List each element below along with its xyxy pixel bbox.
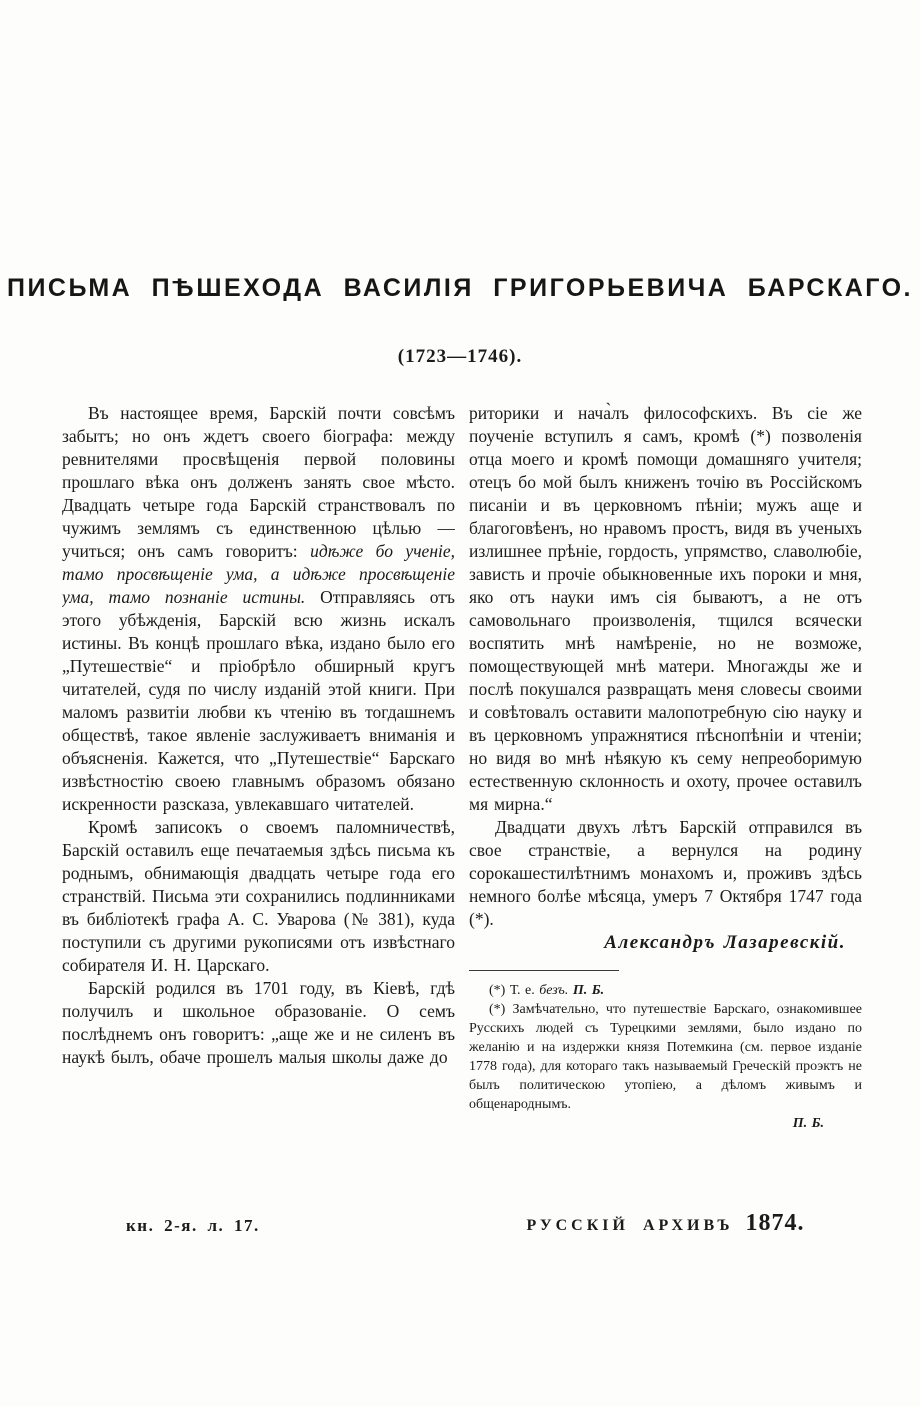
two-column-body: [62, 402, 862, 1204]
journal-name: РУССКІЙ АРХИВЪ: [526, 1217, 734, 1234]
footnote-1-editor-initials: П. Б.: [568, 983, 605, 998]
running-footer-journal: [469, 1210, 862, 1237]
footnote-1-italic-word: безъ.: [539, 983, 569, 998]
author-signature: Александръ Лазаревскій.: [604, 932, 846, 953]
article-subtitle-years: (1723—1746).: [397, 346, 523, 367]
footnotes-block: [469, 981, 862, 1133]
footnote-1-text: (*) Т. е.: [489, 983, 540, 998]
footnote-divider: [469, 970, 619, 971]
article-title: ПИСЬМА ПѢШЕХОДА ВАСИЛІЯ ГРИГОРЬЕВИЧА БАРСКАГО.: [6, 274, 913, 302]
footnote-2: (*) Замѣчательно, что путешествіе Барскаго, ознакомившее Русскихъ людей съ Турецкими землями, было издано по желанію и на издержки князя Потемкина (см. первое изданіе 1778 года), для котораго такъ называемый Греческій проэктъ не былъ политическою утопіею, а дѣломъ живымъ и общенароднымъ.: [469, 1002, 862, 1112]
footnote-2-editor-initials: П. Б.: [792, 1116, 824, 1131]
paragraph-death: Двадцати двухъ лѣтъ Барскій отправился въ свое странствіе, а вернулся на родину сорокашестилѣтнимъ монахомъ и, проживъ здѣсь немного болѣе мѣсяца, умеръ 7 Октября 1747 года (*).: [469, 817, 862, 929]
right-column: [469, 402, 862, 1204]
journal-year: 1874.: [745, 1210, 805, 1236]
paragraph-intro-quote-italic: идѣже бо ученіе, тамо просвѣщеніе ума, а идѣже просвѣщеніе ума, тамо познаніе истины.: [62, 541, 455, 607]
running-footer-book-leaf: кн. 2-я. л. 17.: [126, 1216, 260, 1235]
paragraph-intro-text-1: Въ настоящее время, Барскій почти совсѣмъ забытъ; но онъ ждетъ своего біографа: между ревнителями просвѣщенія первой половины прошлаго вѣка онъ долженъ занять свое мѣсто. Двадцать четыре года Барскій странствовалъ по чужимъ землямъ съ единственною цѣлью — учиться; онъ самъ говоритъ:: [62, 403, 455, 561]
paragraph-intro: [62, 402, 455, 816]
paragraph-biography: Барскій родился въ 1701 году, въ Кіевѣ, гдѣ получилъ и школьное образованіе. О семъ послѣднемъ онъ говоритъ: „аще же и не силенъ въ наукѣ былъ, обаче прошелъ малыя школы даже до: [62, 978, 455, 1067]
left-column: [62, 402, 455, 1204]
footnote-1: [469, 981, 862, 1000]
paragraph-letters: Кромѣ записокъ о своемъ паломничествѣ, Барскій оставилъ еще печатаемыя здѣсь письма къ роднымъ, обнимающія двадцать четыре года его странствій. Письма эти сохранились подлинниками въ библіотекѣ графа А. С. Уварова (№ 381), куда поступили съ другими рукописями отъ извѣстнаго собирателя И. Н. Царскаго.: [62, 817, 455, 975]
paragraph-quote-continuation: риторики и нача̀лъ философскихъ. Въ сіе же поученіе вступилъ я самъ, кромѣ (*) позволенія отца моего и кромѣ помощи домашняго учителя; отецъ бо мой былъ книженъ точію въ Россійскомъ писаніи и въ церковномъ пѣніи; мужъ аще и благоговѣенъ, но нравомъ простъ, видя въ ученыхъ излишнее прѣніе, гордость, упрямство, славолюбіе, зависть и прочіе обыкновенные ихъ пороки и мня, яко отъ науки имъ сія бываютъ, а не отъ самовольнаго произволенія, тщился всячески воспятить мнѣ намѣреніе, но не возможе, помоществующей мнѣ матери. Многажды же и послѣ покушался развращать меня словесы своими и совѣтовалъ оставити малопотребную сію науку и въ церковномъ упражнятися пѣснопѣніи и чтеніи; но видя во мнѣ нѣякую къ сему непреоборимую естественную склонность и охоту, прочее оставилъ мя мирна.“: [469, 403, 862, 814]
paragraph-intro-text-2: Отправляясь отъ этого убѣжденія, Барскій всю жизнь искалъ истины. Въ концѣ прошлаго вѣка, издано было его „Путешествіе“ и пріобрѣло обширный кругъ читателей, судя по числу изданій этой книги. При маломъ развитіи любви къ чтенію въ тогдашнемъ обществѣ, такое явленіе заслуживаетъ вниманія и объясненія. Кажется, что „Путешествіе“ Барскаго извѣстностію своею главнымъ образомъ обязано искренности разсказа, увлекавшаго читателей.: [62, 587, 455, 814]
